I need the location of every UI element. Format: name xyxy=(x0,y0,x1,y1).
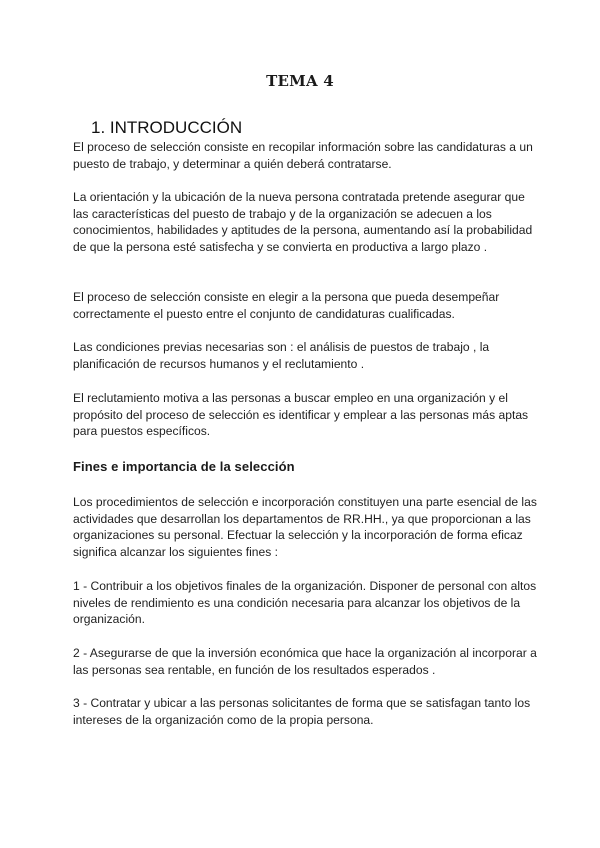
paragraph-intro-1: El proceso de selección consiste en recopilar información sobre las candidaturas a un puesto de trabajo, y determinar a quién deberá contratarse. xyxy=(73,140,533,171)
section-heading-introduccion: 1. INTRODUCCIÓN xyxy=(91,118,243,137)
paragraph-intro-4: Las condiciones previas necesarias son : el análisis de puestos de trabajo , la planificación de recursos humanos y el reclutamiento . xyxy=(73,340,490,371)
subheading-fines: Fines e importancia de la selección xyxy=(73,459,295,474)
paragraph-intro-3: El proceso de selección consiste en elegir a la persona que pueda desempeñar correctamente el puesto entre el conjunto de candidaturas cualificadas. xyxy=(73,290,500,321)
document-title: TEMA 4 xyxy=(266,72,334,90)
paragraph-intro-2: La orientación y la ubicación de la nueva persona contratada pretende asegurar que las características del puesto de trabajo y de la organización se adecuen a los conocimientos, habilidades y aptitudes de la persona, aumentando así la probabilidad de que la persona esté satisfecha y se convierta en productiva a largo plazo . xyxy=(73,190,533,254)
paragraph-fines-2: 1 - Contribuir a los objetivos finales de la organización. Disponer de personal con altos niveles de rendimiento es una condición necesaria para alcanzar los objetivos de la organización. xyxy=(73,579,537,626)
paragraph-fines-1: Los procedimientos de selección e incorporación constituyen una parte esencial de las actividades que desarrollan los departamentos de RR.HH., ya que proporcionan a las organizaciones su personal. Efectuar la selección y la incorporación de forma eficaz significa alcanzar los siguientes fines : xyxy=(73,495,537,559)
paragraph-fines-4: 3 - Contratar y ubicar a las personas solicitantes de forma que se satisfagan tanto los intereses de la organización como de la propia persona. xyxy=(73,696,531,727)
paragraph-fines-3: 2 - Asegurarse de que la inversión económica que hace la organización al incorporar a las personas sea rentable, en función de los resultados esperados . xyxy=(73,646,537,677)
paragraph-intro-5: El reclutamiento motiva a las personas a buscar empleo en una organización y el propósito del proceso de selección es identificar y emplear a las personas más aptas para puestos específicos. xyxy=(73,391,529,438)
